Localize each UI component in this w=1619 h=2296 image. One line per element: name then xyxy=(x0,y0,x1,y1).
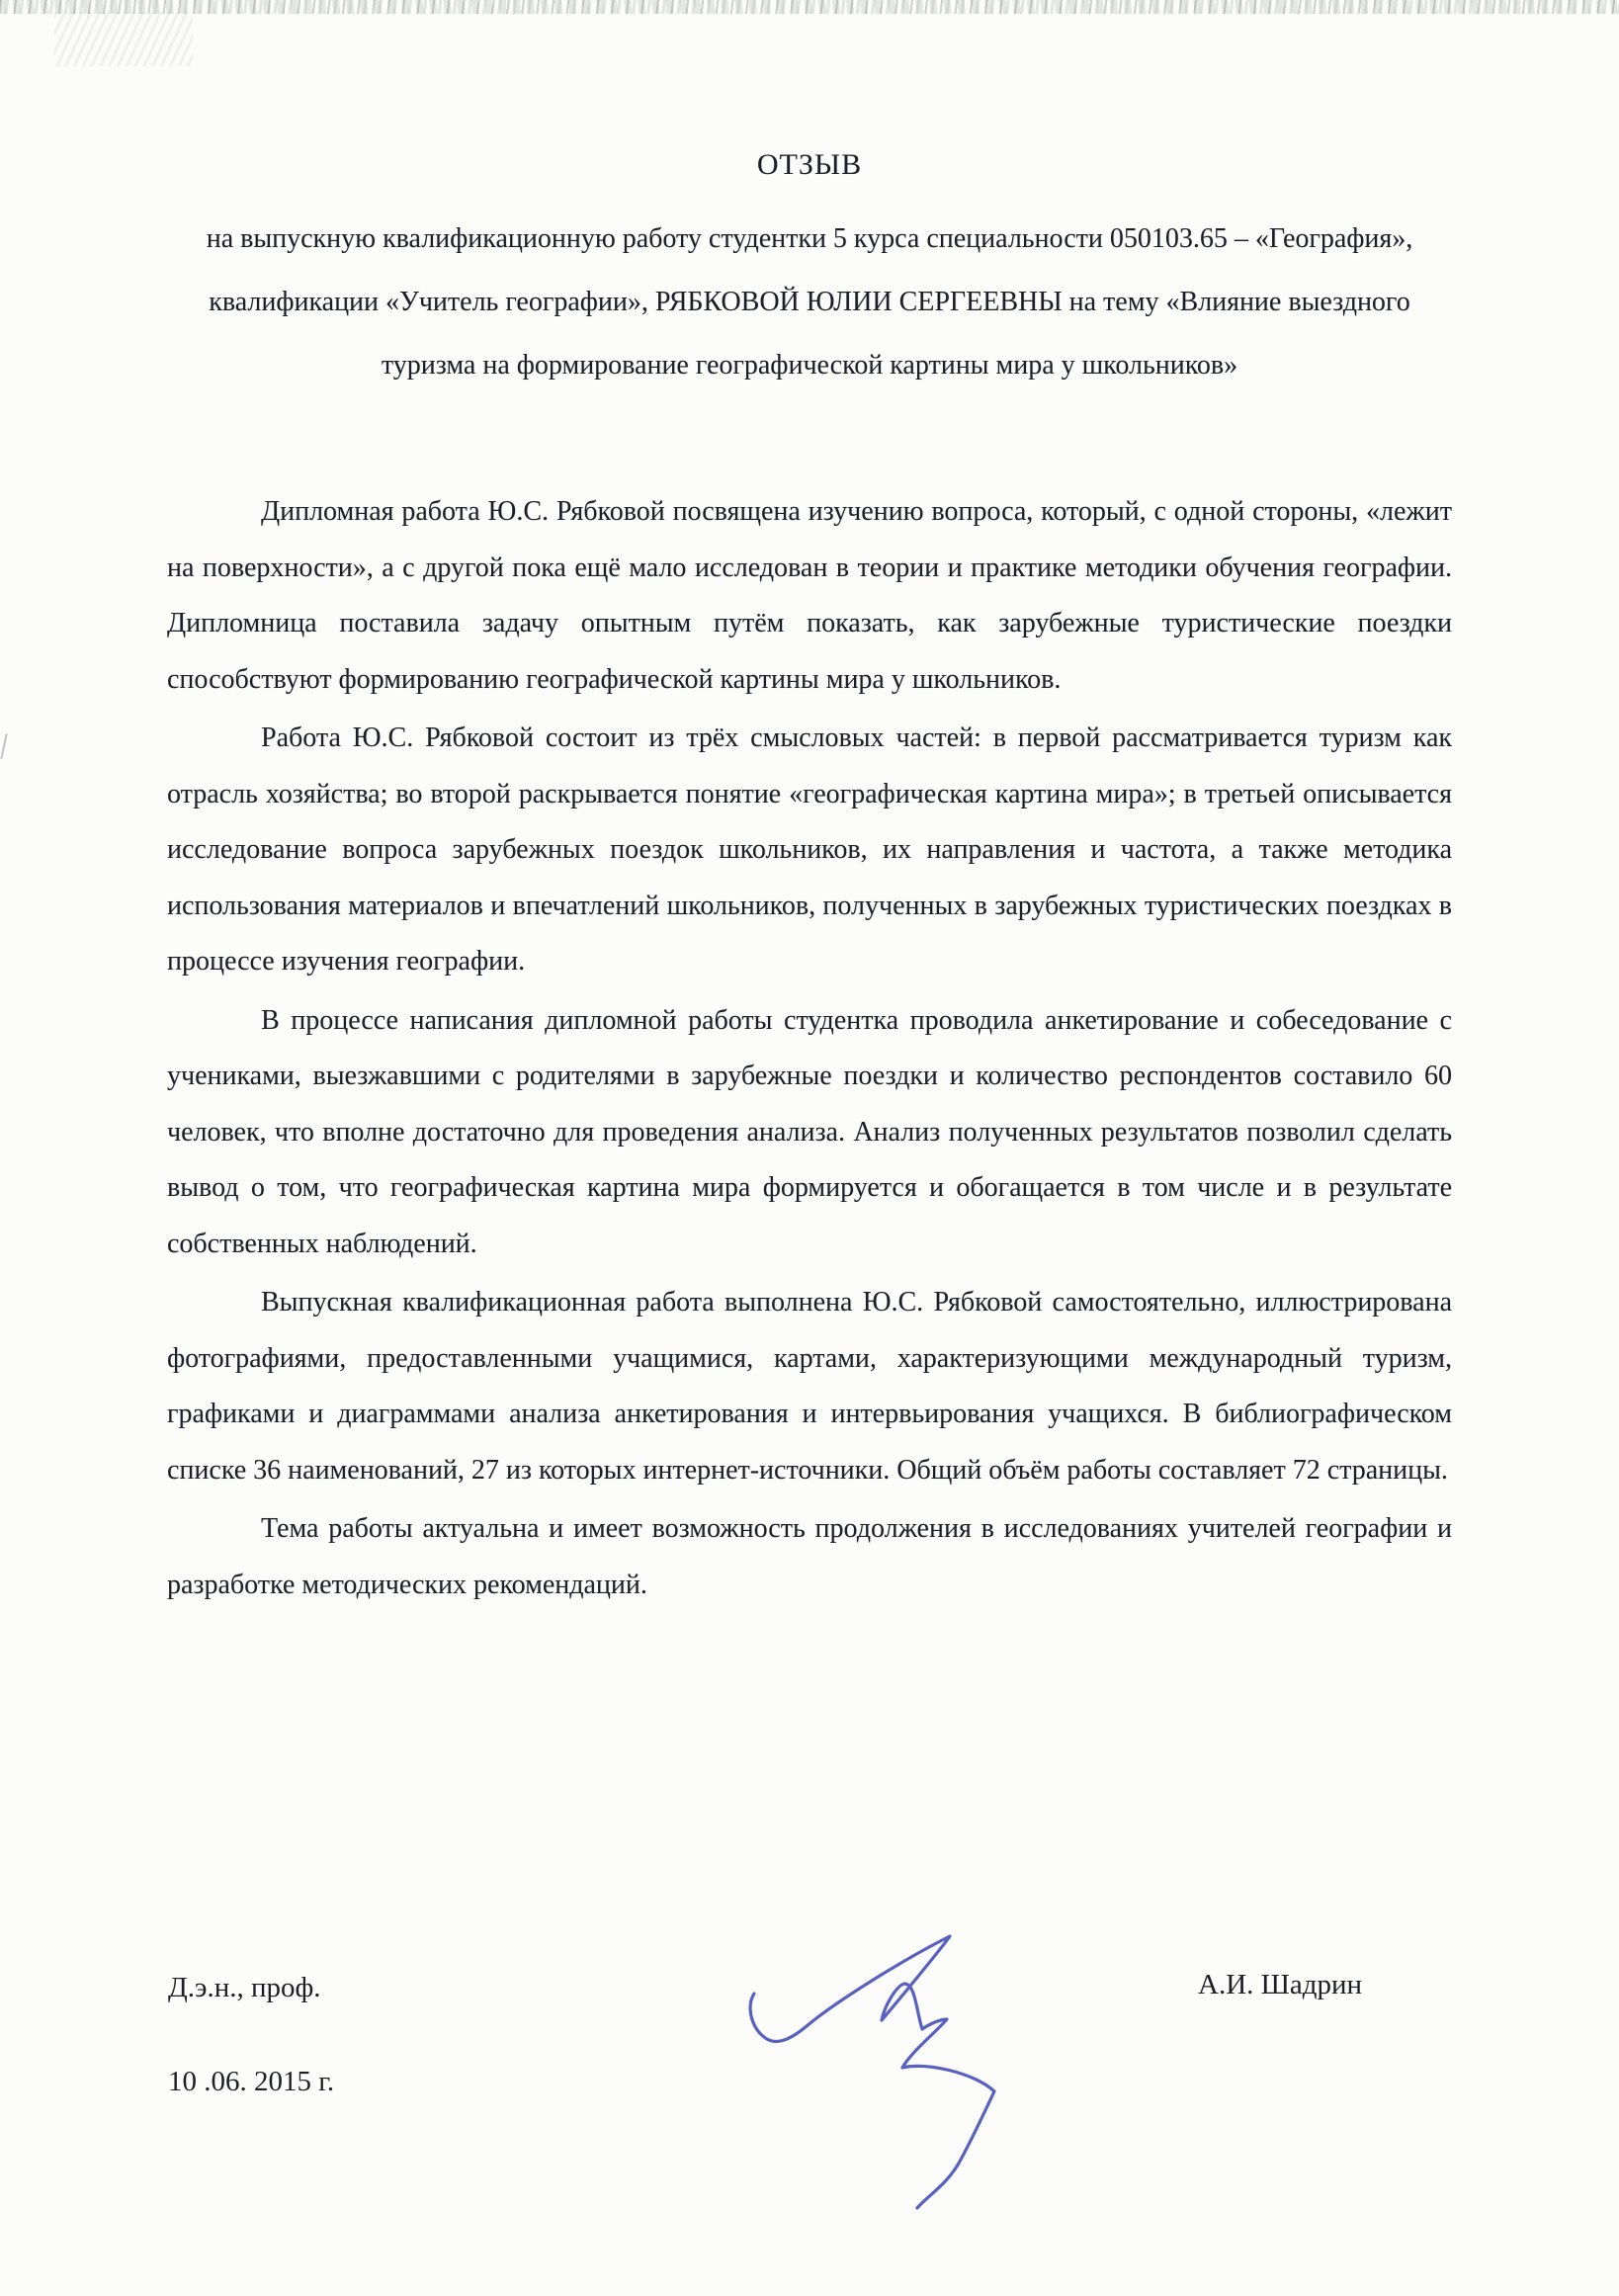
document-body xyxy=(167,484,1452,1616)
scan-margin-artifact xyxy=(0,733,7,759)
document-title: ОТЗЫВ xyxy=(756,148,863,181)
scan-corner-artifact xyxy=(54,12,193,66)
paragraph-5: Тема работы актуальна и имеет возможность продолжения в исследованиях учителей географии и разработке методических рекомендаций. xyxy=(167,1513,1452,1600)
signature-name: А.И. Шадрин xyxy=(1198,1969,1363,2000)
document-subtitle: на выпускную квалификационную работу студентки 5 курса специальности 050103.65 – «География», квалификации «Учитель географии», РЯБКОВОЙ ЮЛИИ СЕРГЕЕВНЫ на тему «Влияние выездного туризма на формирование географической картины мира у школьников» xyxy=(206,223,1413,381)
paragraph-2: Работа Ю.С. Рябковой состоит из трёх смысловых частей: в первой рассматривается туризм как отрасль хозяйства; во второй раскрывается понятие «географическая картина мира»; в третьей описывается исследование вопроса зарубежных поездок школьников, их направления и частота, а также методика использования материалов и впечатлений школьников, полученных в зарубежных туристических поездках в процессе изучения географии. xyxy=(167,723,1452,977)
signature-ink-stroke xyxy=(750,1936,994,2208)
handwritten-signature xyxy=(647,1900,1023,2226)
signature-date: 10 .06. 2015 г. xyxy=(168,2066,335,2097)
paragraph-3: В процессе написания дипломной работы студентка проводила анкетирование и собеседование с учениками, выезжавшими с родителями в зарубежные поездки и количество респондентов составило 60 человек, что вполне достаточно для проведения анализа. Анализ полученных результатов позволил сделать вывод о том, что географическая картина мира формируется и обогащается в том числе и в результате собственных наблюдений. xyxy=(167,1004,1452,1259)
signature-degree-label: Д.э.н., проф. xyxy=(168,1972,321,2003)
paragraph-1: Дипломная работа Ю.С. Рябковой посвящена изучению вопроса, который, с одной стороны, «лежит на поверхности», а с другой пока ещё мало исследован в теории и практике методики обучения географии. Дипломница поставила задачу опытным путём показать, как зарубежные туристические поездки способствуют формированию географической картины мира у школьников. xyxy=(167,496,1452,695)
paragraph-4: Выпускная квалификационная работа выполнена Ю.С. Рябковой самостоятельно, иллюстрирована фотографиями, предоставленными учащимися, картами, характеризующими международный туризм, графиками и диаграммами анализа анкетирования и интервьирования учащихся. В библиографическом списке 36 наименований, 27 из которых интернет-источники. Общий объём работы составляет 72 страницы. xyxy=(167,1287,1452,1486)
scan-edge-artifact xyxy=(0,0,1619,14)
